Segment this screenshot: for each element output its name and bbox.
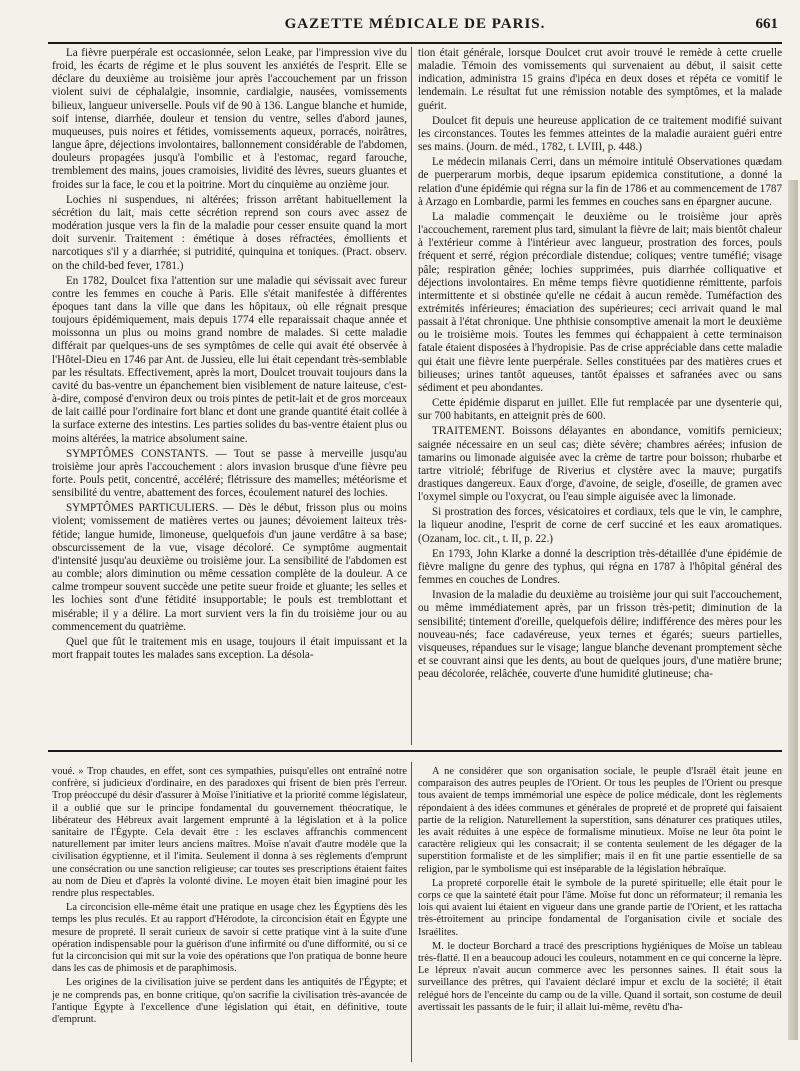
paragraph: En 1782, Doulcet fixa l'attention sur une maladie qui sévissait avec fureur contre les femmes en couche à Paris. Elle s'était manifestée à différentes époques tant dans la ville que dans les hôpitaux, où elle régnait presque toujours épidémiquement, mais depuis 1774 elle reparaissait chaque année et moissonna un plus ou moins grand nombre de malades. Si cette maladie différait par quelques-uns de ses symptômes de celle qui avait été observée à l'Hôtel-Dieu en 1746 par Ant. de Jussieu, elle lui était cependant très-semblable par les résultats. Effectivement, après la mort, Doulcet trouvait toujours dans la cavité du bas-ventre un épanchement bien visiblement de nature laiteuse, c'est-à-dire, composé d'environ deux ou trois pintes de petit-lait et de gros morceaux de lait caillé pour l'ordinaire fort blanc et dont une grande quantité était collée à la surface externe des intestins. Les parties solides du bas-ventre étaient plus ou moins altérées, la matrice absolument saine. (52, 274, 407, 445)
section-divider (48, 750, 782, 752)
paragraph: La maladie commençait le deuxième ou le troisième jour après l'accouchement, rarement plus tard, simulant la fièvre de lait; mais bientôt chaleur à l'extérieur comme à l'intérieur avec langueur, prostration des forces, pouls fréquent et serré, région précordiale distendue; coliques; ventre tuméfié; visage pâle; respiration gênée; lochies supprimées, puis diarrhée colliquative et déjections involontaires. En même temps fièvre quotidienne rémittente, parfois intermittente et si obstinée qu'elle ne cédait à aucun remède. Tuméfaction des extrémités inférieures; émaciation des supérieures; ceci arrivait quand le mal passait à l'état chronique. Une phthisie consomptive amenait la mort le deuxième ou le troisième mois. Toutes les femmes qui échappaient à cette terminaison fatale étaient disposées à l'hydropisie. Pas de crise appréciable dans cette maladie qui était une fièvre lente puerpérale. Selles constituées par des matières crues et bilieuses; urines tantôt aqueuses, tantôt épaisses et safranées avec ou sans sédiment et peu abondantes. (418, 210, 782, 394)
paragraph: tion était générale, lorsque Doulcet crut avoir trouvé le remède à cette cruelle maladie. Témoin des vomissements qui survenaient au début, il saisit cette indication, administra 15 grains d'ipéca en deux doses et répéta ce vomitif le lendemain. Le résultat fut une rémission notable des symptômes, et la malade guérit. (418, 47, 782, 112)
paragraph: Les origines de la civilisation juive se perdent dans les antiquités de l'Égypte; et je ne comprends pas, en bonne critique, qu'on sacrifie la civilisation très-avancée de l'antique Égypte à l'excellence d'une législation qui était, en définitive, toute d'emprunt. (52, 977, 407, 1026)
paragraph: Invasion de la maladie du deuxième au troisième jour qui suit l'accouchement, ou même immédiatement après, par un frisson très-petit; diminution de la sensibilité; tintement d'oreille, quelquefois délire; indifférence des mères pour les nouveau-nés; face cadavéreuse, yeux ternes et égarés; sueurs partielles, visqueuses, répandues sur le visage; langue blanche devenant promptement sèche et se couvrant ainsi que les dents, au bout de quelques jours, d'une matière brune; peau décolorée, relâchée, couverte d'une humidité glutineuse; cha- (418, 589, 782, 681)
bottom-right-column (418, 766, 782, 1016)
paragraph: SYMPTÔMES PARTICULIERS. — Dès le début, frisson plus ou moins violent; vomissement de matières vertes ou jaunes; dévoiement laiteux très-fétide; langue humide, limoneuse, quelquefois d'un jaune verdâtre à sa base; obscurcissement de la vue, visage décoloré. Ce symptôme augmentait d'intensité jusqu'au deuxième ou troisième jour. La sensibilité de l'abdomen est au comble; alors diminution ou même cessation complète de la douleur. A ce calme trompeur souvent succède une petite sueur froide et gluante; les selles et les lochies sont d'une fétidité insupportable; le pouls est tremblottant et misérable; il y a délire. La mort survient vers la fin du troisième jour ou au commencement du quatrième. (52, 502, 407, 633)
paragraph: voué. » Trop chaudes, en effet, sont ces sympathies, puisqu'elles ont entraîné notre confrère, si judicieux d'ordinaire, en des paradoxes qui frisent de bien près l'erreur. Trop préoccupé du désir d'assurer à Moïse l'initiative et la priorité comme législateur, il a oublié que sur le principe fondamental du gouvernement théocratique, le libérateur des Hébreux avait largement emprunté à la législation et à la police sanitaire de l'Égypte. Cela devait être : les esclaves affranchis commencent naturellement par imiter leurs anciens maîtres. Moïse n'avait d'autre modèle que la civilisation égyptienne, et il l'imita. Seulement il donna à ses règlements d'emprunt une consécration ou une sanction religieuse; car toutes ses prescriptions étaient faites au nom de Dieu et d'après la volonté divine. Le moyen était bien imaginé pour les rendre plus respectables. (52, 766, 407, 900)
paragraph: La circoncision elle-même était une pratique en usage chez les Égyptiens dès les temps les plus reculés. Et au rapport d'Hérodote, la circoncision était en Égypte une mesure de propreté. Il serait curieux de savoir si cette pratique vint à la suite d'une opération indispensable pour la guérison d'une infirmité ou d'une difformité, ou si ce fut la circoncision qui mit sur la voie des opérations que l'on pratiqua de bonne heure dans les cas de phimosis et de paraphimosis. (52, 902, 407, 975)
page-header (48, 14, 782, 44)
paragraph: TRAITEMENT. Boissons délayantes en abondance, vomitifs pernicieux; saignée nécessaire en un seul cas; diète sévère; chambres aérées; infusion de tamarins ou limonade aiguisée avec la crème de tartre pour boisson; rhubarbe et tartre vitriolé; fébrifuge de Riverius et clystère avec la mauve; purgatifs drastiques dangereux. Eaux d'orge, d'avoine, de seigle, d'oseille, de gramen avec l'oxymel simple ou l'oxycrat, ou l'eau simple aiguisée avec la limonade. (418, 425, 782, 504)
paragraph: Lochies ni suspendues, ni altérées; frisson arrêtant habituellement la sécrétion du lait, mais cette sécrétion reprend son cours avec assez de modération jusque vers la fin de la maladie pour cesser ensuite quand la mort doit survenir. Traitement : émétique à doses réfractées, émollients et narcotiques s'il y a diarrhée; si putridité, quinquina et toniques. (Pract. observ. on the child-bed fever, 1781.) (52, 193, 407, 272)
column-divider (411, 47, 412, 745)
top-right-column (418, 47, 782, 683)
top-left-column (52, 47, 407, 664)
paragraph: Quel que fût le traitement mis en usage, toujours il était impuissant et la mort frappait toutes les malades sans exception. La désola- (52, 635, 407, 662)
paragraph: La propreté corporelle était le symbole de la pureté spirituelle; elle était pour le corps ce que la sainteté était pour l'âme. Moïse fut donc un réformateur; il remania les lois qui avaient lui étaient en vigueur dans une grande partie de l'Orient, et les rattacha très-étroitement au principe fondamental de l'organisation civile et sociale des Israélites. (418, 877, 782, 938)
scan-edge-shadow (788, 180, 798, 1040)
journal-title: GAZETTE MÉDICALE DE PARIS. (284, 16, 546, 32)
paragraph: Doulcet fit depuis une heureuse application de ce traitement modifié suivant les circonstances. Toutes les femmes atteintes de la maladie auraient guéri entre ses mains. (Journ. de méd., 1782, t. LVIII, p. 448.) (418, 114, 782, 154)
paragraph: A ne considérer que son organisation sociale, le peuple d'Israël était jeune en comparaison des autres peuples de l'Orient. Or tous les peuples de l'Orient ou presque tous avaient de temps immémorial une espèce de police médicale, dont les règlements répondaient à des idées communes et générales de propreté et de propreté qui faisaient partie de la religion. Naturellement la superstition, sans dénaturer ces pratiques utiles, les avait réduites à une espèce de formalisme minutieux. Moïse ne leur ôta point le caractère religieux qui les consacrait; il se contenta seulement de les dégager de la superstition formaliste et de les simplifier; mais il en fit une partie essentielle de sa religion, par le symbolisme qui est inséparable de la législation hébraïque. (418, 766, 782, 875)
paragraph: En 1793, John Klarke a donné la description très-détaillée d'une épidémie de fièvre maligne du genre des typhus, qui régna en 1787 à l'hôpital général des femmes en couches de Londres. (418, 547, 782, 587)
column-divider (411, 762, 412, 1062)
bottom-left-column (52, 766, 407, 1028)
paragraph: La fièvre puerpérale est occasionnée, selon Leake, par l'impression vive du froid, les écarts de régime et le plus souvent les anxiétés de l'esprit. Elle se déclare du deuxième au troisième jour après l'accouchement par un frisson violent suivi de céphalalgie, insomnie, cardialgie, nausées, vomissements bilieux, langueur universelle. Pouls vif de 90 à 136. Langue blanche et humide, soif intense, diarrhée, douleur et tension du ventre, selles d'abord jaunes, muqueuses, puis noires et fétides, vomissements aqueux, porracés, noirâtres, langue âpre, déjections involontaires, ballonnement considérable de l'abdomen, douleurs propagées jusqu'à l'ombilic et à l'estomac, regard farouche, tremblement des mains, joues cramoisies, lividité des lèvres, sueurs gluantes et froides sur la face, le cou et la poitrine. Mort du cinquième au onzième jour. (52, 47, 407, 191)
paragraph: Cette épidémie disparut en juillet. Elle fut remplacée par une dysenterie qui, sur 700 habitants, en atteignit près de 600. (418, 397, 782, 423)
paragraph: SYMPTÔMES CONSTANTS. — Tout se passe à merveille jusqu'au troisième jour après l'accouchement : alors invasion brusque d'une fièvre peu forte. Pouls petit, concentré, accéléré; flétrissure des mamelles; météorisme et sensibilité du ventre, abattement des forces, écoulement naturel des lochies. (52, 447, 407, 500)
paragraph: Le médecin milanais Cerri, dans un mémoire intitulé Observationes quædam de puerperarum morbis, deque ipsarum epidemica constitutione, a donné la relation d'une épidémie qui régna sur la fin de 1786 et au commencement de 1787 à Arzago en Lombardie, parmi les femmes en couches sans en épargner aucune. (418, 156, 782, 208)
paragraph: M. le docteur Borchard a tracé des prescriptions hygiéniques de Moïse un tableau très-flatté. Il en a beaucoup adouci les couleurs, notamment en ce qui concerne la lèpre. Le lépreux n'avait aucun commerce avec les personnes saines. Il était sous la surveillance des prêtres, qui l'avaient déclaré impur et exclu de la société; il était relégué hors de l'enceinte du camp ou de la ville. Quand il sortait, son costume de deuil avertissait les passants de le fuir; il allait lui-même, revêtu d'ha- (418, 940, 782, 1013)
page-number: 661 (755, 16, 778, 32)
paragraph: Si prostration des forces, vésicatoires et cordiaux, tels que le vin, le camphre, la liqueur anodine, l'esprit de corne de cerf succiné et les eaux aromatiques. (Ozanam, loc. cit., t. II, p. 22.) (418, 506, 782, 545)
